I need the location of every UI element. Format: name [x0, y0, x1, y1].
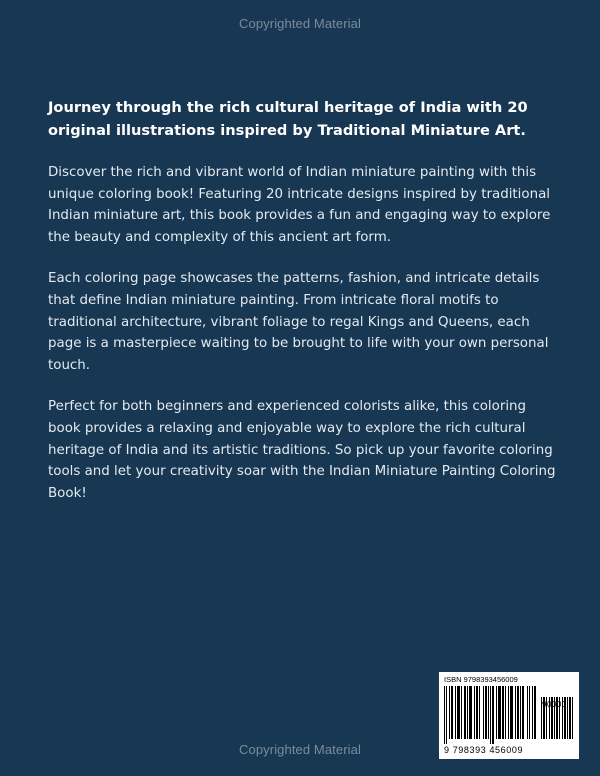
back-cover-text: [48, 96, 558, 524]
copyright-watermark-bottom: Copyrighted Material: [239, 742, 361, 757]
isbn-label: ISBN 9798393456009: [444, 675, 518, 684]
isbn-digits: 9 798393 456009: [444, 745, 524, 755]
barcode-bars: [444, 686, 574, 744]
description-paragraph-2: Each coloring page showcases the patterns, fashion, and intricate details that define Indian miniature painting. From intricate floral motifs to traditional architecture, vibrant foliage to regal Kings and Queens, each page is a masterpiece waiting to be brought to life with your own personal touch.: [48, 271, 549, 373]
barcode-addon-bars: [541, 697, 574, 744]
headline: Journey through the rich cultural heritage of India with 20 original illustrations inspired by Traditional Miniature Art.: [48, 99, 528, 139]
description-paragraph-3: Perfect for both beginners and experienced colorists alike, this coloring book provides a relaxing and enjoyable way to explore the rich cultural heritage of India and its artistic traditions. So pick up your favorite coloring tools and let your creativity soar with the Indian Miniature Painting Coloring Book!: [48, 399, 556, 501]
barcode-main-bars: [444, 686, 536, 744]
copyright-watermark-top: Copyrighted Material: [239, 16, 361, 31]
description-paragraph-1: Discover the rich and vibrant world of Indian miniature painting with this unique coloring book! Featuring 20 intricate designs inspired by traditional Indian miniature art, this book provides a fun and engaging way to explore the beauty and complexity of this ancient art form.: [48, 165, 551, 245]
